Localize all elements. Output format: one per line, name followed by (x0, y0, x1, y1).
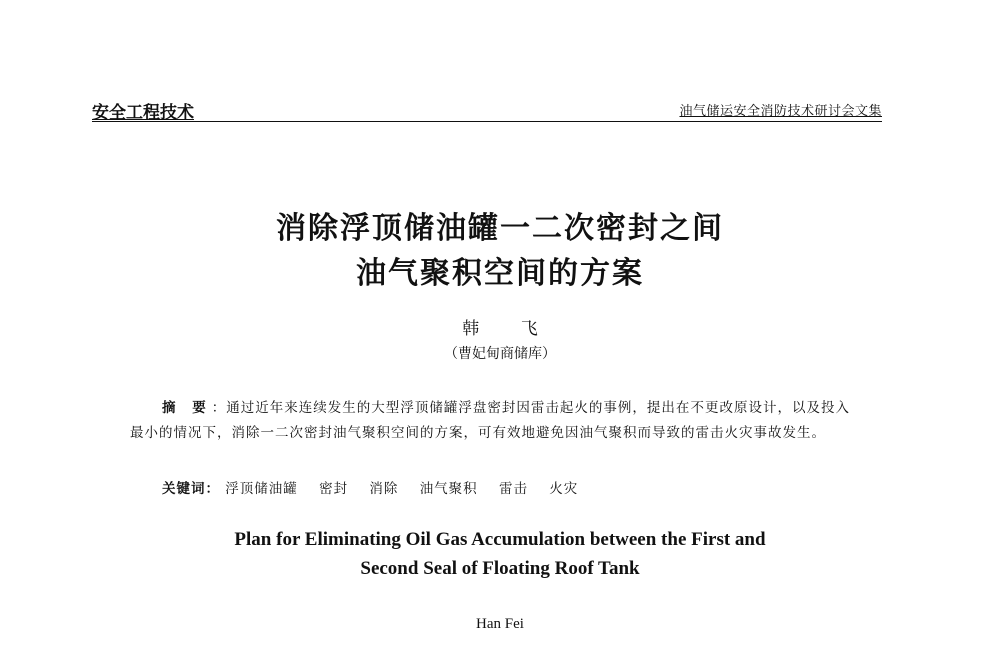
proceedings-title: 油气储运安全消防技术研讨会文集 (679, 104, 882, 119)
header-rule (92, 121, 882, 122)
running-header (92, 98, 882, 123)
author-affiliation: （曹妃甸商储库） (444, 346, 556, 362)
keyword-item: 密封 (319, 481, 349, 497)
english-title-line-1: Plan for Eliminating Oil Gas Accumulation between the First and (234, 529, 766, 550)
keywords (162, 477, 594, 497)
journal-section-label: 安全工程技术 (92, 103, 194, 123)
paper-title-line-1: 消除浮顶储油罐一二次密封之间 (276, 211, 724, 246)
abstract-label: 摘 要 (162, 400, 212, 416)
abstract (130, 396, 850, 446)
keyword-item: 消除 (369, 481, 399, 497)
english-author-name: Han Fei (476, 616, 524, 632)
keyword-item: 浮顶储油罐 (225, 481, 298, 497)
english-title-line-2: Second Seal of Floating Roof Tank (360, 558, 640, 579)
author-name: 韩 飞 (462, 319, 556, 339)
keyword-item: 油气聚积 (419, 481, 478, 497)
keyword-item: 雷击 (498, 481, 528, 497)
abstract-text: ：通过近年来连续发生的大型浮顶储罐浮盘密封因雷击起火的事例，提出在不更改原设计，以及投入最小的情况下，消除一二次密封油气聚积空间的方案，可有效地避免因油气聚积而导致的雷击火灾事故发生。 (130, 400, 851, 441)
keywords-label: 关键词： (162, 481, 220, 497)
paper-title-line-2: 油气聚积空间的方案 (356, 256, 644, 291)
keyword-item: 火灾 (549, 481, 579, 497)
